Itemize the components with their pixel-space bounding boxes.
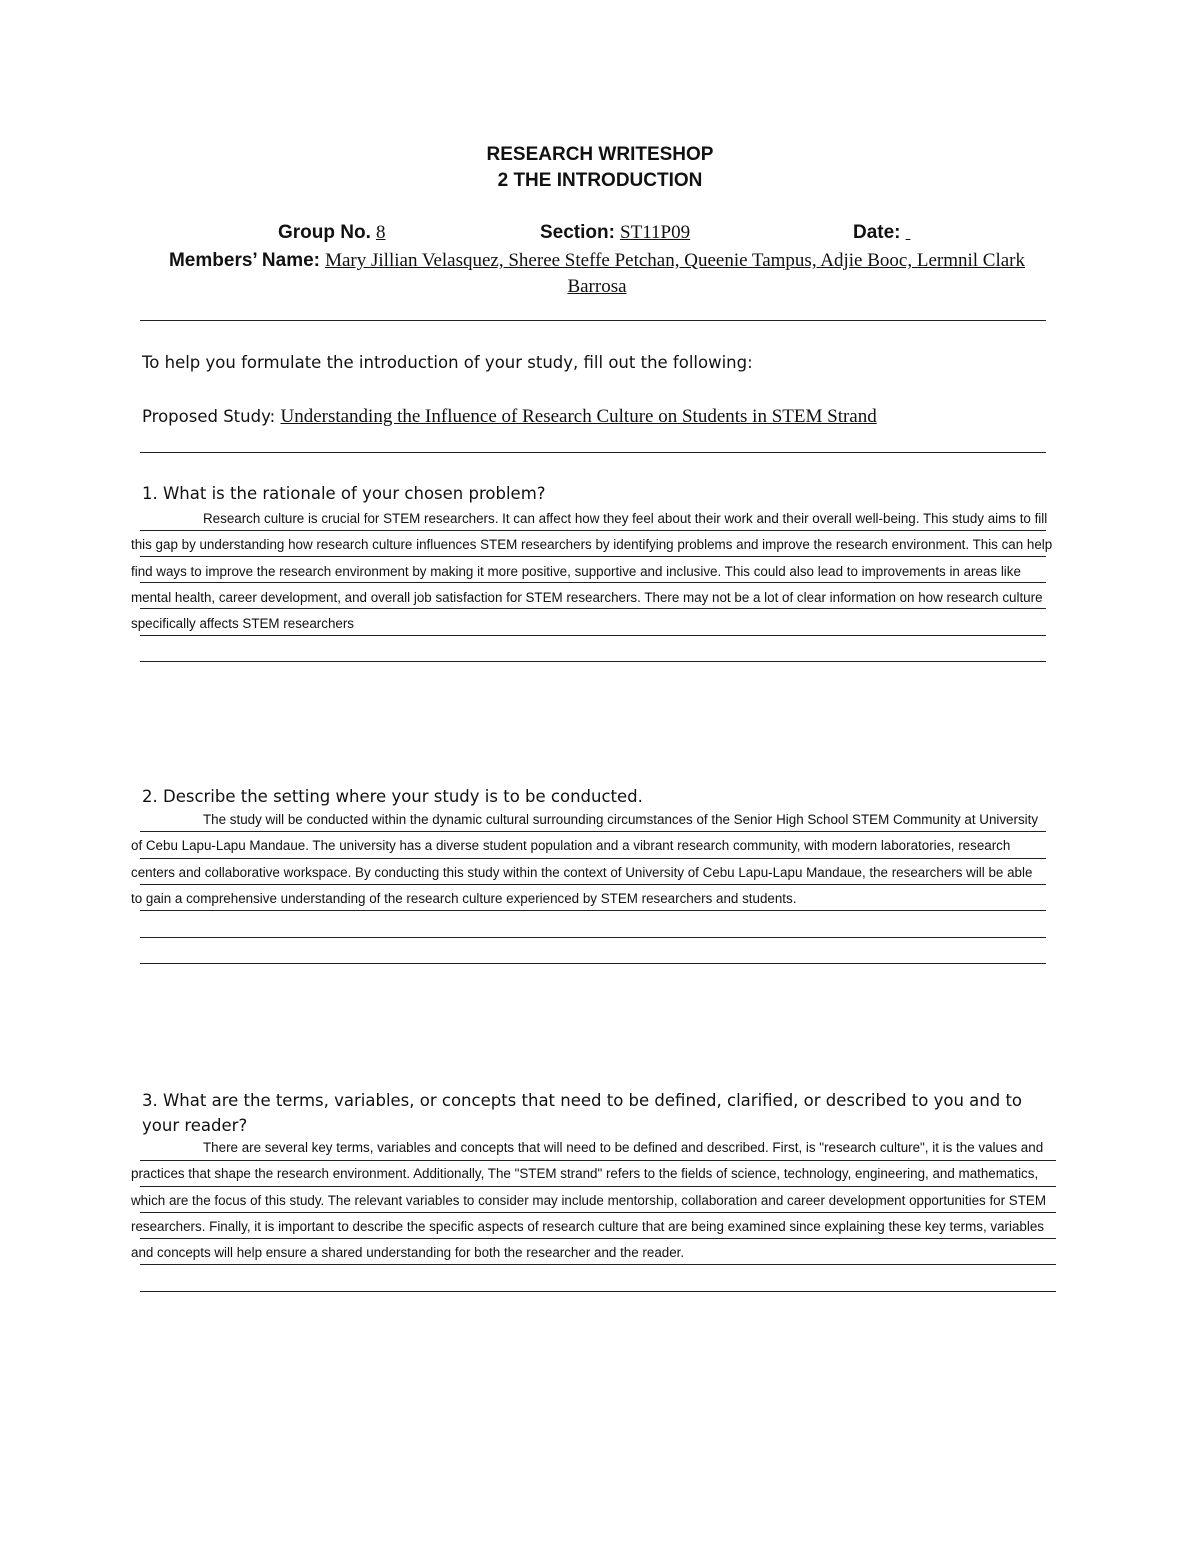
answer-line xyxy=(140,1238,1056,1239)
proposed-study-value: Understanding the Influence of Research Culture on Students in STEM Strand xyxy=(280,406,877,427)
document-title: RESEARCH WRITESHOP xyxy=(486,144,714,165)
answer-2: The study will be conducted within the dynamic cultural surrounding circumstances of the Senior High School STEM Community at University of Cebu Lapu-Lapu Mandaue. The university has a diverse student population and a vibrant research community, with modern laboratories, research centers and collaborative workspace. By conducting this study within the context of University of Cebu Lapu-Lapu Mandaue, the researchers will be able to gain a comprehensive understanding of the research culture experienced by STEM researchers and students. xyxy=(131,812,1039,906)
proposed-study-field xyxy=(142,406,877,428)
answer-3: There are several key terms, variables and concepts that will need to be defined and described. First, is "research culture", it is the values and practices that shape the research environment. Additionally, The "STEM strand" refers to the fields of science, technology, engineering, and mathematics, which are the focus of this study. The relevant variables to consider may include mentorship, collaboration and career development opportunities for STEM researchers. Finally, it is important to describe the specific aspects of research culture that are being examined since explaining these key terms, variables and concepts will help ensure a shared understanding for both the researcher and the reader. xyxy=(131,1140,1047,1261)
answer-line xyxy=(140,937,1046,938)
answer-line xyxy=(140,1160,1056,1161)
group-label: Group No. xyxy=(278,222,371,243)
answer-line xyxy=(140,1291,1056,1292)
answer-line xyxy=(140,582,1046,583)
question-1: 1. What is the rationale of your chosen problem? xyxy=(142,484,546,503)
answer-line xyxy=(140,963,1046,964)
proposed-study-label: Proposed Study: xyxy=(142,407,276,426)
divider-line xyxy=(140,320,1046,321)
date-value xyxy=(906,222,911,243)
answer-line xyxy=(140,608,1046,609)
group-field xyxy=(278,222,385,244)
question-2: 2. Describe the setting where your study is to be conducted. xyxy=(142,787,643,806)
section-label: Section: xyxy=(540,222,615,243)
date-field xyxy=(853,222,910,244)
instructions-text: To help you formulate the introduction of your study, fill out the following: xyxy=(142,353,753,372)
answer-1: Research culture is crucial for STEM researchers. It can affect how they feel about their work and their overall well-being. This study aims to fill this gap by understanding how research culture influences STEM researchers by identifying problems and improve the research environment. This can help find ways to improve the research environment by making it more positive, supportive and inclusive. This could also lead to improvements in areas like mental health, career development, and overall job satisfaction for STEM researchers. There may not be a lot of clear information on how research culture specifically affects STEM researchers xyxy=(131,511,1053,632)
answer-line xyxy=(140,910,1046,911)
answer-line xyxy=(140,858,1046,859)
answer-line xyxy=(140,556,1046,557)
answer-line xyxy=(140,884,1046,885)
question-3: 3. What are the terms, variables, or concepts that need to be defined, clarified, or described to you and to your reader? xyxy=(142,1091,1023,1135)
document-subtitle: 2 THE INTRODUCTION xyxy=(497,170,703,191)
answer-line xyxy=(140,1212,1056,1213)
answer-line xyxy=(140,1186,1056,1187)
section-value: ST11P09 xyxy=(620,222,691,243)
divider-line xyxy=(140,452,1046,453)
answer-line xyxy=(140,831,1046,832)
members-label: Members’ Name: xyxy=(168,250,320,271)
answer-line xyxy=(140,635,1046,636)
answer-line xyxy=(140,530,1046,531)
date-label: Date: xyxy=(853,222,901,243)
members-value: Mary Jillian Velasquez, Sheree Steffe Petchan, Queenie Tampus, Adjie Booc, Lermnil Clark Barrosa xyxy=(325,250,1026,297)
answer-line xyxy=(140,1264,1056,1265)
answer-line xyxy=(140,661,1046,662)
section-field xyxy=(540,222,690,244)
members-field xyxy=(142,248,1052,300)
group-value: 8 xyxy=(375,222,386,243)
